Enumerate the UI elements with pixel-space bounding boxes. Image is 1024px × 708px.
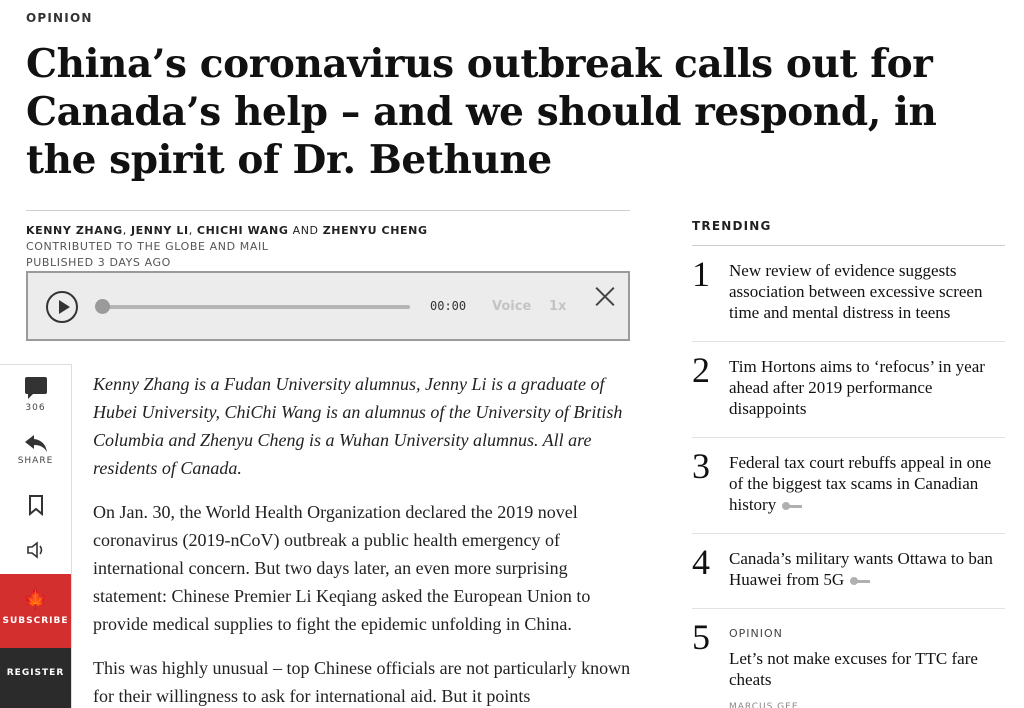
comment-count: 306 — [25, 403, 46, 413]
key-icon — [850, 576, 872, 586]
article-paragraph: On Jan. 30, the World Health Organization declared the 2019 novel coronavirus (2019-nCoV) outbreak a public health emergency of international concern. But two days later, an even more surprising statement: Chinese Premier Li Keqiang asked the European Union to provide medical supplies to fight the epidemic unfolding in China. — [93, 502, 591, 634]
register-button[interactable]: REGISTER — [0, 648, 71, 708]
trending-item[interactable] — [692, 342, 1005, 438]
trending-headline[interactable] — [729, 452, 1005, 515]
trending-headline-text[interactable]: Canada’s military wants Ottawa to ban Huawei from 5G — [729, 549, 993, 589]
trending-headline-text[interactable]: Federal tax court rebuffs appeal in one of the biggest tax scams in Canadian history — [729, 453, 992, 514]
listen-button[interactable] — [0, 541, 71, 559]
playback-time: 00:00 — [430, 299, 467, 313]
published-date: PUBLISHED 3 DAYS AGO — [26, 256, 171, 269]
trending-rank: 3 — [692, 446, 710, 486]
social-toolbar — [0, 364, 72, 708]
trending-rank: 4 — [692, 542, 710, 582]
close-icon[interactable] — [594, 285, 616, 307]
byline-and: AND — [292, 224, 319, 237]
byline — [26, 223, 428, 271]
progress-track[interactable] — [98, 305, 410, 309]
key-icon — [782, 501, 804, 511]
trending-item[interactable] — [692, 438, 1005, 534]
comment-icon — [25, 377, 47, 394]
subscribe-label: SUBSCRIBE — [2, 616, 69, 626]
author-link[interactable]: KENNY ZHANG — [26, 224, 123, 237]
bookmark-button[interactable] — [0, 494, 71, 516]
comments-button[interactable] — [0, 377, 71, 413]
trending-author: MARCUS GEE — [729, 702, 799, 708]
author-link[interactable]: CHICHI WANG — [196, 224, 289, 237]
trending-rank: 1 — [692, 254, 710, 294]
share-button[interactable] — [0, 433, 71, 466]
trending-rank: 5 — [692, 617, 710, 657]
subscribe-button[interactable] — [0, 574, 71, 648]
trending-headline[interactable]: Let’s not make excuses for TTC fare cheats — [729, 649, 978, 689]
byline-divider — [26, 210, 630, 211]
contributor-note: CONTRIBUTED TO THE GLOBE AND MAIL — [26, 240, 269, 253]
article-paragraph: This was highly unusual – top Chinese officials are not particularly known for their willingness to ask for international aid. But it points — [93, 658, 631, 706]
speed-selector[interactable]: 1x — [549, 299, 567, 314]
trending-panel — [692, 219, 1005, 708]
share-label: SHARE — [17, 456, 54, 466]
trending-kicker: OPINION — [729, 627, 783, 640]
article-body — [93, 370, 638, 708]
trending-rank: 2 — [692, 350, 710, 390]
section-label[interactable]: OPINION — [26, 11, 93, 25]
author-link[interactable]: ZHENYU CHENG — [322, 224, 428, 237]
trending-headline[interactable]: New review of evidence suggests association between excessive screen time and mental distress in teens — [729, 261, 983, 322]
trending-headline[interactable] — [729, 548, 1005, 590]
trending-item[interactable] — [692, 534, 1005, 609]
share-icon — [24, 433, 48, 453]
maple-leaf-icon: 🍁 — [23, 589, 48, 611]
trending-title: TRENDING — [692, 219, 1005, 246]
trending-headline[interactable]: Tim Hortons aims to ‘refocus’ in year ahead after 2019 performance disappoints — [729, 357, 985, 418]
audio-player — [26, 271, 630, 341]
authors-line: KENNY ZHANG, JENNY LI, CHICHI WANG AND ZHENYU CHENG — [26, 224, 428, 237]
play-icon[interactable] — [46, 291, 78, 323]
trending-item[interactable] — [692, 246, 1005, 342]
page-title: China’s coronavirus outbreak calls out for Canada’s help – and we should respond, in the spirit of Dr. Bethune — [26, 41, 937, 183]
progress-handle[interactable] — [95, 299, 110, 314]
speaker-icon — [26, 541, 46, 559]
bookmark-icon — [27, 494, 45, 516]
author-link[interactable]: JENNY LI — [130, 224, 189, 237]
author-bio: Kenny Zhang is a Fudan University alumnus, Jenny Li is a graduate of Hubei University, ChiChi Wang is an alumnus of the University of British Columbia and Zhenyu Cheng is a Wuhan University alumnus. All are residents of Canada. — [93, 374, 623, 478]
trending-item[interactable] — [692, 609, 1005, 708]
voice-selector[interactable]: Voice — [492, 299, 532, 314]
